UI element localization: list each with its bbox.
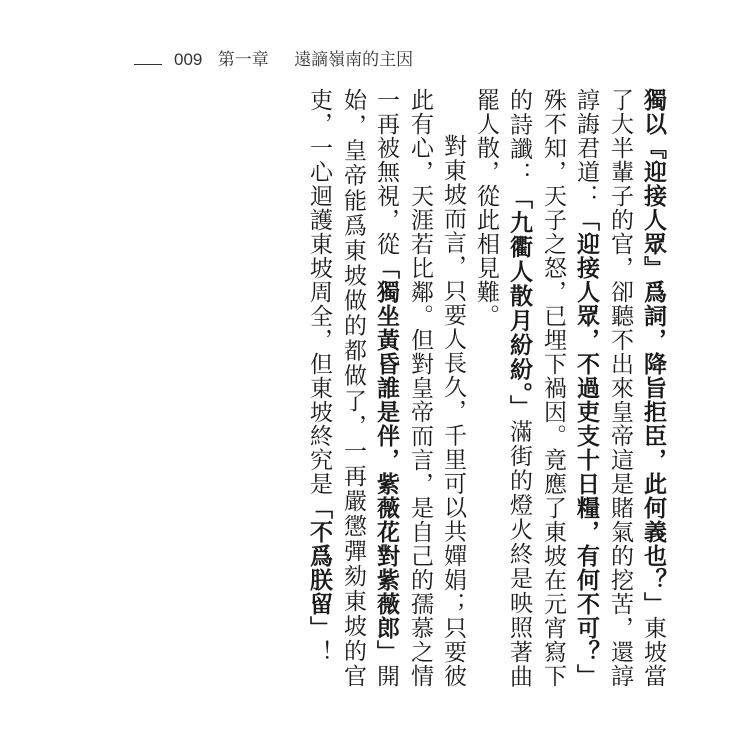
- quote-bold: 「不爲朕留」: [306, 496, 333, 640]
- page-number: 009: [174, 50, 203, 69]
- quote-bold: 獨以『迎接人眾』爲詞，降旨拒臣，此何義也？」: [640, 88, 667, 616]
- body-text: 滿街的燈火終是映照著曲罷人散，從此相見難。: [473, 88, 532, 689]
- paragraph-2: [302, 88, 469, 688]
- header-rule: [134, 64, 162, 65]
- chapter-title: 遠謫嶺南的主因: [294, 50, 414, 70]
- quote-bold: 「迎接人眾，不過吏支十日糧，有何不可？」: [573, 208, 600, 688]
- quote-bold: 「獨坐黃昏誰是伴，紫薇花對紫薇郎」: [373, 256, 400, 664]
- body-text: 對東坡而言，只要人長久，千里可以共嬋娟；只要彼此有心，天涯若比鄰。但對皇帝而言，是自己的孺慕之情一再被無視，從: [373, 88, 466, 688]
- quote-bold: 「九衢人散月紛紛。」: [506, 185, 533, 420]
- paragraph-1: [469, 88, 670, 688]
- running-header: [174, 45, 413, 70]
- vertical-body-text: [302, 88, 670, 688]
- chapter-label: 第一章: [217, 50, 269, 70]
- body-text: 開始，皇帝能爲東坡做的都做了，一再嚴懲彈劾東坡的官吏，一心迴護東坡周全，但東坡終究是: [306, 88, 399, 688]
- body-text: 東坡當了大半輩子的官，卻聽不出來皇帝這是賭氣的挖苦，還諄諄誨君道：: [573, 88, 666, 688]
- body-text: ！: [306, 640, 332, 664]
- body-text: 殊不知，天子之怒，已埋下禍因。竟應了東坡在元宵寫下的詩讖：: [506, 88, 566, 688]
